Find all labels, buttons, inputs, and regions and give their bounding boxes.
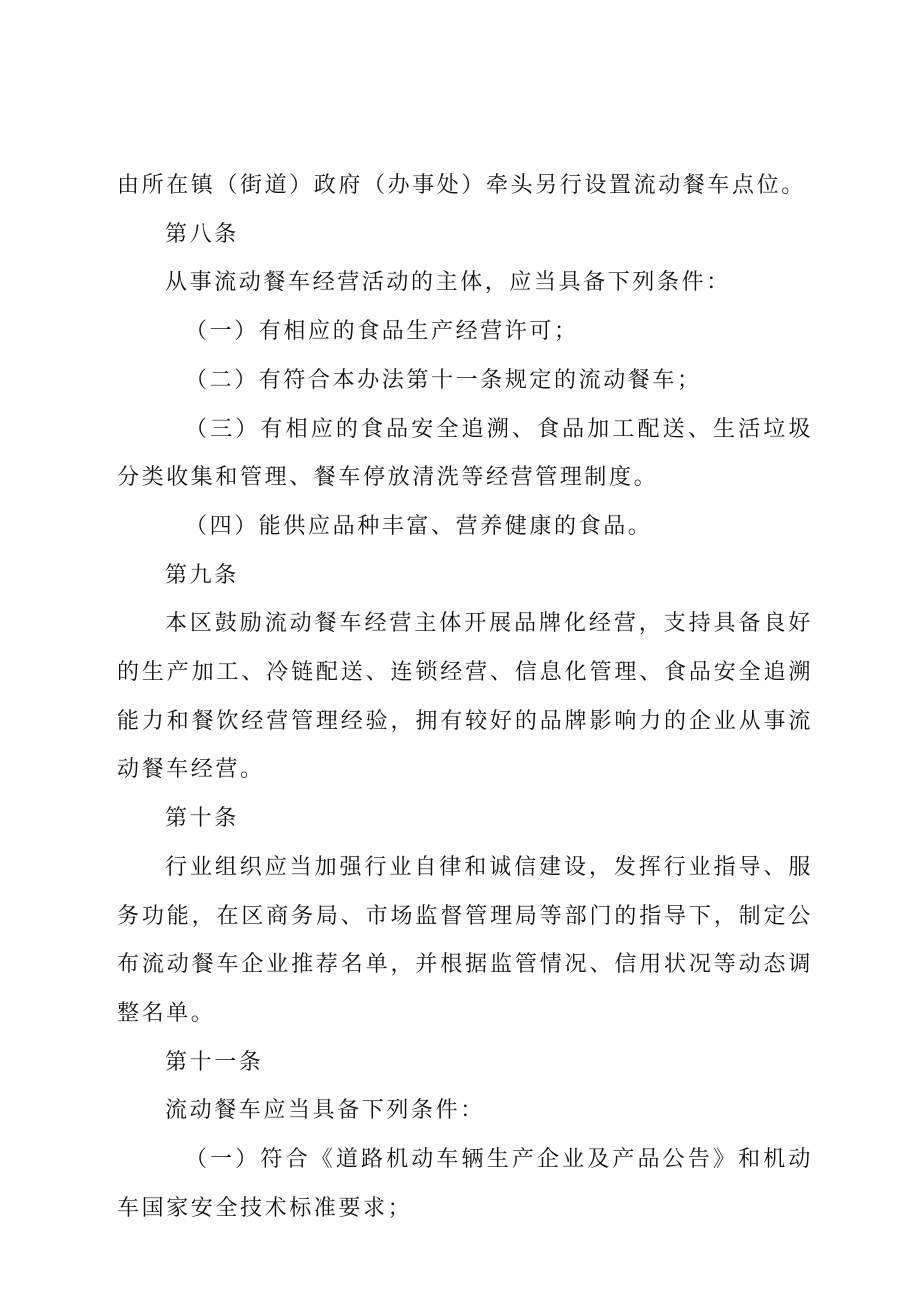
list-item-8-3: （三）有相应的食品安全追溯、食品加工配送、生活垃圾分类收集和管理、餐车停放清洗等经营管理制度。 bbox=[117, 416, 813, 491]
paragraph-continuation: 由所在镇（街道）政府（办事处）牵头另行设置流动餐车点位。 bbox=[117, 173, 806, 198]
list-item-11-1: （一）符合《道路机动车辆生产企业及产品公告》和机动车国家安全技术标准要求； bbox=[117, 1147, 813, 1221]
paragraph-article-9: 本区鼓励流动餐车经营主体开展品牌化经营，支持具备良好的生产加工、冷链配送、连锁经营、信息化管理、食品安全追溯能力和餐饮经营管理经验，拥有较好的品牌影响力的企业从事流动餐车经营。 bbox=[117, 611, 813, 783]
list-item-8-2: （二）有符合本办法第十一条规定的流动餐车； bbox=[185, 367, 702, 393]
paragraph-article-10: 行业组织应当加强行业自律和诚信建设，发挥行业指导、服务功能，在区商务局、市场监督管理局等部门的指导下，制定公布流动餐车企业推荐名单，并根据监管情况、信用状况等动态调整名单。 bbox=[117, 854, 813, 1026]
article-heading-11: 第十一条 bbox=[165, 1049, 264, 1075]
paragraph-article-8-intro: 从事流动餐车经营活动的主体，应当具备下列条件： bbox=[165, 270, 731, 296]
paragraph-article-11-intro: 流动餐车应当具备下列条件： bbox=[165, 1098, 485, 1124]
document-body bbox=[117, 162, 813, 1233]
article-heading-10: 第十条 bbox=[165, 806, 239, 832]
list-item-8-1: （一）有相应的食品生产经营许可； bbox=[185, 319, 579, 345]
article-heading-9: 第九条 bbox=[165, 562, 239, 588]
list-item-8-4: （四）能供应品种丰富、营养健康的食品。 bbox=[185, 513, 653, 539]
article-heading-8: 第八条 bbox=[165, 221, 239, 247]
